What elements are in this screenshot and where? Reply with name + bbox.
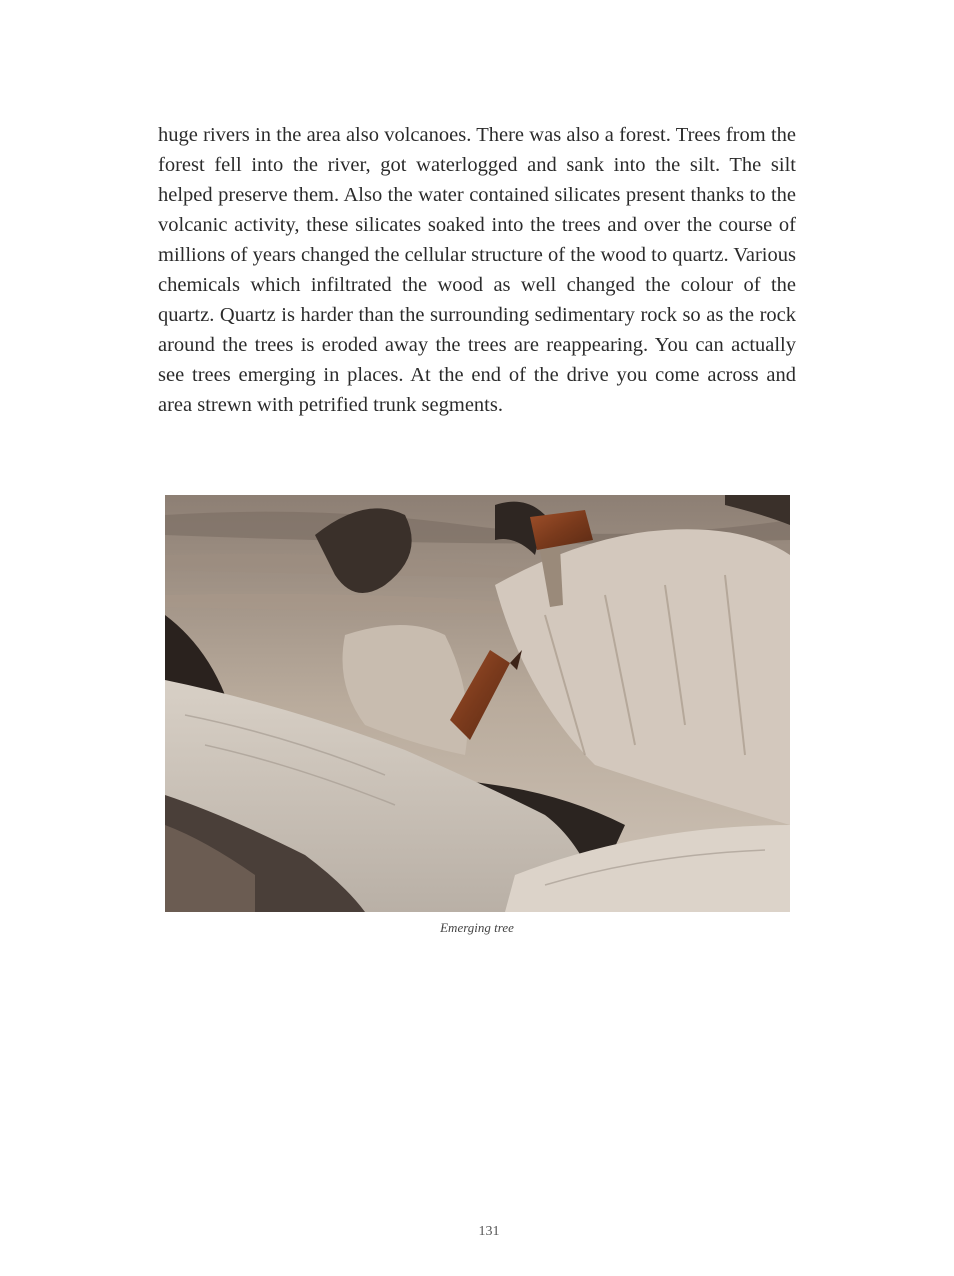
body-paragraph: huge rivers in the area also volcanoes. There was also a forest. Trees from the forest fell into the river, got waterlogged and sank into the silt. The silt helped preserve them. Also the water contained silicates present thanks to the volcanic activity, these silicates soaked into the trees and over the course of millions of years changed the cellular structure of the wood to quartz. Various chemicals which infiltrated the wood as well changed the colour of the quartz. Quartz is harder than the surrounding sedimentary rock so as the rock around the trees is eroded away the trees are reappearing. You can actually see trees emerging in places. At the end of the drive you come across and area strewn with petrified trunk segments. <box>158 124 796 416</box>
photo-emerging-tree <box>165 495 790 912</box>
page-number: 131 <box>478 1224 500 1239</box>
figure-caption: Emerging tree <box>440 920 514 935</box>
